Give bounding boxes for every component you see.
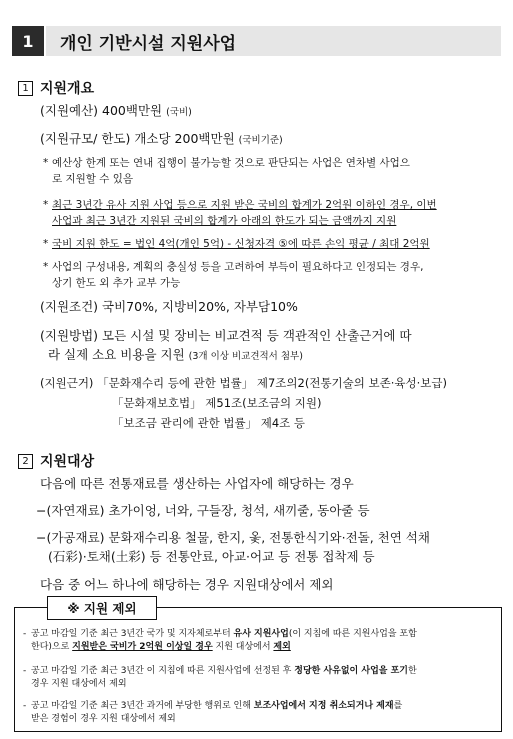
section-heading-text: 지원개요 <box>40 81 95 97</box>
method-line-1: (지원방법) 모든 시설 및 장비는 비교견적 등 객관적인 산출근거에 따 <box>40 328 412 343</box>
note-item: * 사업의 구성내용, 계획의 충실성 등을 고려하여 부득이 필요하다고 인정되는 경우, 상기 한도 외 추가 교부 가능 <box>43 261 424 289</box>
section-heading-target <box>18 451 94 471</box>
section-number-box: 1 <box>18 81 33 96</box>
note-item: * 국비 지원 한도 = 법인 4억(개인 5억) - 신청자격 ⑤에 따른 손익 평균 / 최대 2억원 <box>43 238 430 250</box>
basis-line-2: 「문화재보호법」 제51조(보조금의 지원) <box>112 396 322 410</box>
condition-line: (지원조건) 국비70%, 지방비20%, 자부담10% <box>40 299 298 314</box>
exclusion-intro: 다음 중 어느 하나에 해당하는 경우 지원대상에서 제외 <box>40 577 334 592</box>
section-heading-overview <box>18 78 94 98</box>
budget-line: (지원예산) 400백만원 (국비) <box>40 103 192 118</box>
exclusion-item: - 공고 마감일 기준 최근 3년간 이 지침에 따른 지원사업에 선정된 후 정당한 사유없이 사업을 포기한 경우 지원 대상에서 제외 <box>23 666 417 689</box>
basis-line-3: 「보조금 관리에 관한 법률」 제4조 등 <box>112 416 306 430</box>
section-heading-text: 지원대상 <box>40 454 95 470</box>
exclusion-box <box>14 601 502 732</box>
note-item: * 최근 3년간 유사 지원 사업 등으로 지원 받은 국비의 합계가 2억원 이하인 경우, 이번 사업과 최근 3년간 지원된 국비의 합계가 아래의 한도가 되는 금액까지 지원 <box>43 199 437 227</box>
scale-line: (지원규모/ 한도) 개소당 200백만원 (국비기준) <box>40 131 283 146</box>
header-number: 1 <box>12 26 44 56</box>
note-item: * 예산상 한계 또는 연내 집행이 불가능할 것으로 판단되는 사업은 연차별 사업으 로 지원할 수 있음 <box>43 157 410 185</box>
method-line-2: 라 실제 소요 비용을 지원 (3개 이상 비교견적서 첨부) <box>48 347 303 362</box>
exclusion-item: - 공고 마감일 기준 최근 3년간 과거에 부당한 행위로 인해 보조사업에서 지정 취소되거나 제재를 받은 경험이 경우 지원 대상에서 제외 <box>23 701 403 724</box>
page-header <box>12 26 501 56</box>
processed-materials-1: −(가공재료) 문화재수리용 철물, 한지, 옻, 전통한식기와·전돌, 천연 석채 <box>36 530 430 545</box>
processed-materials-2: (石彩)·토채(土彩) 등 전통안료, 아교·어교 등 전통 접착제 등 <box>48 549 375 564</box>
target-intro: 다음에 따른 전통재료를 생산하는 사업자에 해당하는 경우 <box>40 476 354 491</box>
exclusion-item: - 공고 마감일 기준 최근 3년간 국가 및 지자체로부터 유사 지원사업(이 지침에 따른 지원사업을 포함 한다)으로 지원받은 국비가 2억원 이상일 경우 지원 대상에서 제외 <box>23 629 417 652</box>
basis-line-1: (지원근거) 「문화재수리 등에 관한 법률」 제7조의2(전통기술의 보존·육성·보급) <box>40 376 447 390</box>
exclusion-label: ※ 지원 제외 <box>47 596 157 620</box>
section-number-box: 2 <box>18 454 33 469</box>
page-title: 개인 기반시설 지원사업 <box>46 26 501 56</box>
natural-materials: −(자연재료) 초가이엉, 너와, 구들장, 청석, 새끼줄, 동아줄 등 <box>36 503 370 518</box>
